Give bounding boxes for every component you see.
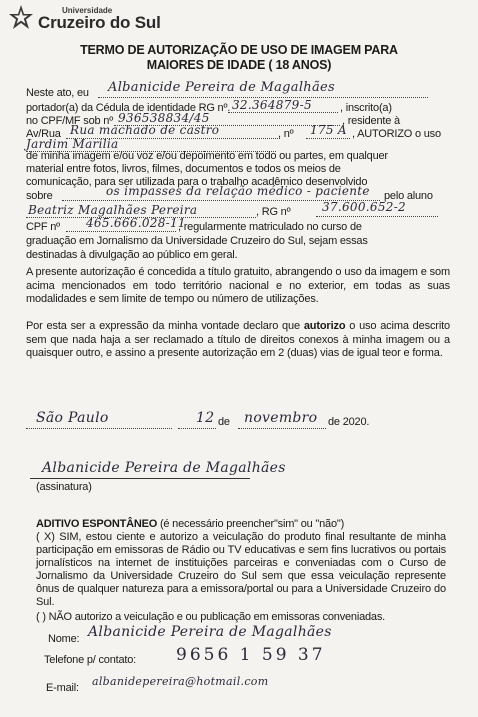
handwritten-cpf: 936538834/45 xyxy=(118,111,210,125)
label-matriculado: , regularmente matriculado no curso de xyxy=(178,221,362,233)
label-telefone: Telefone p/ contato: xyxy=(44,654,137,666)
handwritten-city: São Paulo xyxy=(36,410,109,426)
aditivo-sim-paragraph xyxy=(36,531,446,609)
handwritten-street: Rua machado de castro xyxy=(70,123,220,137)
logo-subtitle: Universidade xyxy=(62,6,113,15)
handwritten-phone: 9656 1 59 37 xyxy=(176,645,326,665)
label-sobre: sobre xyxy=(26,190,53,202)
label-neste-ato: Neste ato, eu xyxy=(26,87,89,99)
text-line-5: de minha imagem e/ou voz e/ou depoimento em todo ou partes, em qualquer xyxy=(26,150,388,162)
signature-label: (assinatura) xyxy=(36,481,92,493)
aditivo-sim-text: SIM, estou ciente e autorizo a veiculação do produto final resultante de minha participação em emissoras de Rádio ou TV educativas e sem fins lucrativos ou portais jornalísticos na internet de instituições parceiras e conveniadas com o Curso de Jornalismo da Universidade Cruzeiro do Sul sem que essa veiculação represente ônus de qualquer natureza para a emissora/portal ou para a Universidade Cruzeiro do Sul. xyxy=(36,531,447,608)
aditivo-title: ADITIVO ESPONTÂNEO xyxy=(36,518,158,530)
aditivo-nao-text: NÃO autorizo a veiculação e ou publicação em emissoras conveniadas. xyxy=(48,611,386,623)
month-underline xyxy=(238,428,326,429)
document-title-line2: MAIORES DE IDADE ( 18 ANOS) xyxy=(146,58,332,72)
aditivo-note: (é necessário preencher"sim" ou "não") xyxy=(157,518,345,530)
handwritten-student-rg: 37.600.652-2 xyxy=(322,200,406,214)
logo-title: Cruzeiro do Sul xyxy=(38,13,161,32)
document-title-line1: TERMO DE AUTORIZAÇÃO DE USO DE IMAGEM PARA xyxy=(80,43,398,57)
label-rg: portador(a) da Cédula de identidade RG nº. xyxy=(26,102,231,114)
day-underline xyxy=(178,428,216,429)
student-rg-underline xyxy=(316,216,438,217)
university-logo xyxy=(8,4,178,36)
label-pelo-aluno: pelo aluno xyxy=(384,190,433,202)
label-email: E-mail: xyxy=(46,682,79,694)
paragraph-vontade-autorizo: autorizo xyxy=(303,320,346,332)
handwritten-day: 12 xyxy=(196,410,215,426)
paragraph-gratuito: A presente autorização é concedida a título gratuito, abrangendo o uso da imagem e som acima mencionados em todo território nacional e no exterior, em todas as suas modalidades e sem limite de tempo ou número de utilizações. xyxy=(26,266,450,305)
signature-line xyxy=(30,478,250,479)
label-de: de xyxy=(218,416,230,428)
handwritten-subject: os impasses da relação médico - paciente xyxy=(106,184,370,198)
text-line-7: comunicação, para ser utilizada para o trabalho acadêmico desenvolvido xyxy=(26,176,368,188)
nao-checkbox[interactable]: ( ) xyxy=(36,611,46,623)
label-av-rua: Av/Rua xyxy=(26,128,61,140)
handwritten-email: albanidepereira@hotmail.com xyxy=(92,675,269,688)
handwritten-rg: 32.364879-5 xyxy=(232,98,312,112)
sim-checkbox[interactable]: ( X) xyxy=(36,531,55,543)
label-cpf: no CPF/MF sob nº xyxy=(26,115,114,127)
student-cpf-underline xyxy=(66,231,176,232)
aditivo-nao-line xyxy=(36,611,456,623)
handwritten-number: 175 A xyxy=(310,123,347,137)
label-autorizo: , AUTORIZO o uso xyxy=(352,128,441,140)
label-numero: , nº xyxy=(278,128,294,140)
handwritten-student-cpf: 465.666.028-11 xyxy=(86,216,186,230)
paragraph-vontade-c: o uso acima descrito sem que nada haja a ser reclamado a título de direitos conexos à minha imagem ou a quaisquer outro, e assino a presente autorização em 2 (duas) vias de igual teor e forma. xyxy=(26,320,450,359)
label-residente: , residente à xyxy=(342,115,400,127)
paragraph-vontade-a: Por esta ser a expressão da minha vontade declaro que xyxy=(26,320,304,332)
label-student-cpf: CPF nº xyxy=(26,221,60,233)
label-inscrito: , inscrito(a) xyxy=(340,102,392,114)
label-year: de 2020. xyxy=(328,416,370,428)
handwritten-name: Albanicide Pereira de Magalhães xyxy=(108,80,335,95)
text-line-11: graduação em Jornalismo da Universidade Cruzeiro do Sul, sejam essas xyxy=(26,235,368,247)
aditivo-heading xyxy=(36,518,456,530)
handwritten-neighborhood: Jardim Marilia xyxy=(26,137,119,151)
handwritten-month: novembro xyxy=(244,410,318,426)
label-nome: Nome: xyxy=(48,633,80,645)
label-student-rg: , RG nº xyxy=(256,206,291,218)
number-underline xyxy=(306,138,350,139)
text-line-12: destinadas à divulgação ao público em geral. xyxy=(26,249,238,261)
text-line-6: material entre fotos, livros, filmes, documentos e todos os meios de xyxy=(26,163,341,175)
star-logo-icon xyxy=(8,4,34,30)
city-underline xyxy=(26,428,172,429)
rg-underline xyxy=(228,112,338,113)
handwritten-signature: Albanicide Pereira de Magalhães xyxy=(42,460,286,476)
handwritten-contact-name: Albanicide Pereira de Magalhães xyxy=(88,624,332,640)
handwritten-student-name: Beatriz Magalhães Pereira xyxy=(28,203,198,217)
paragraph-vontade xyxy=(26,320,450,361)
